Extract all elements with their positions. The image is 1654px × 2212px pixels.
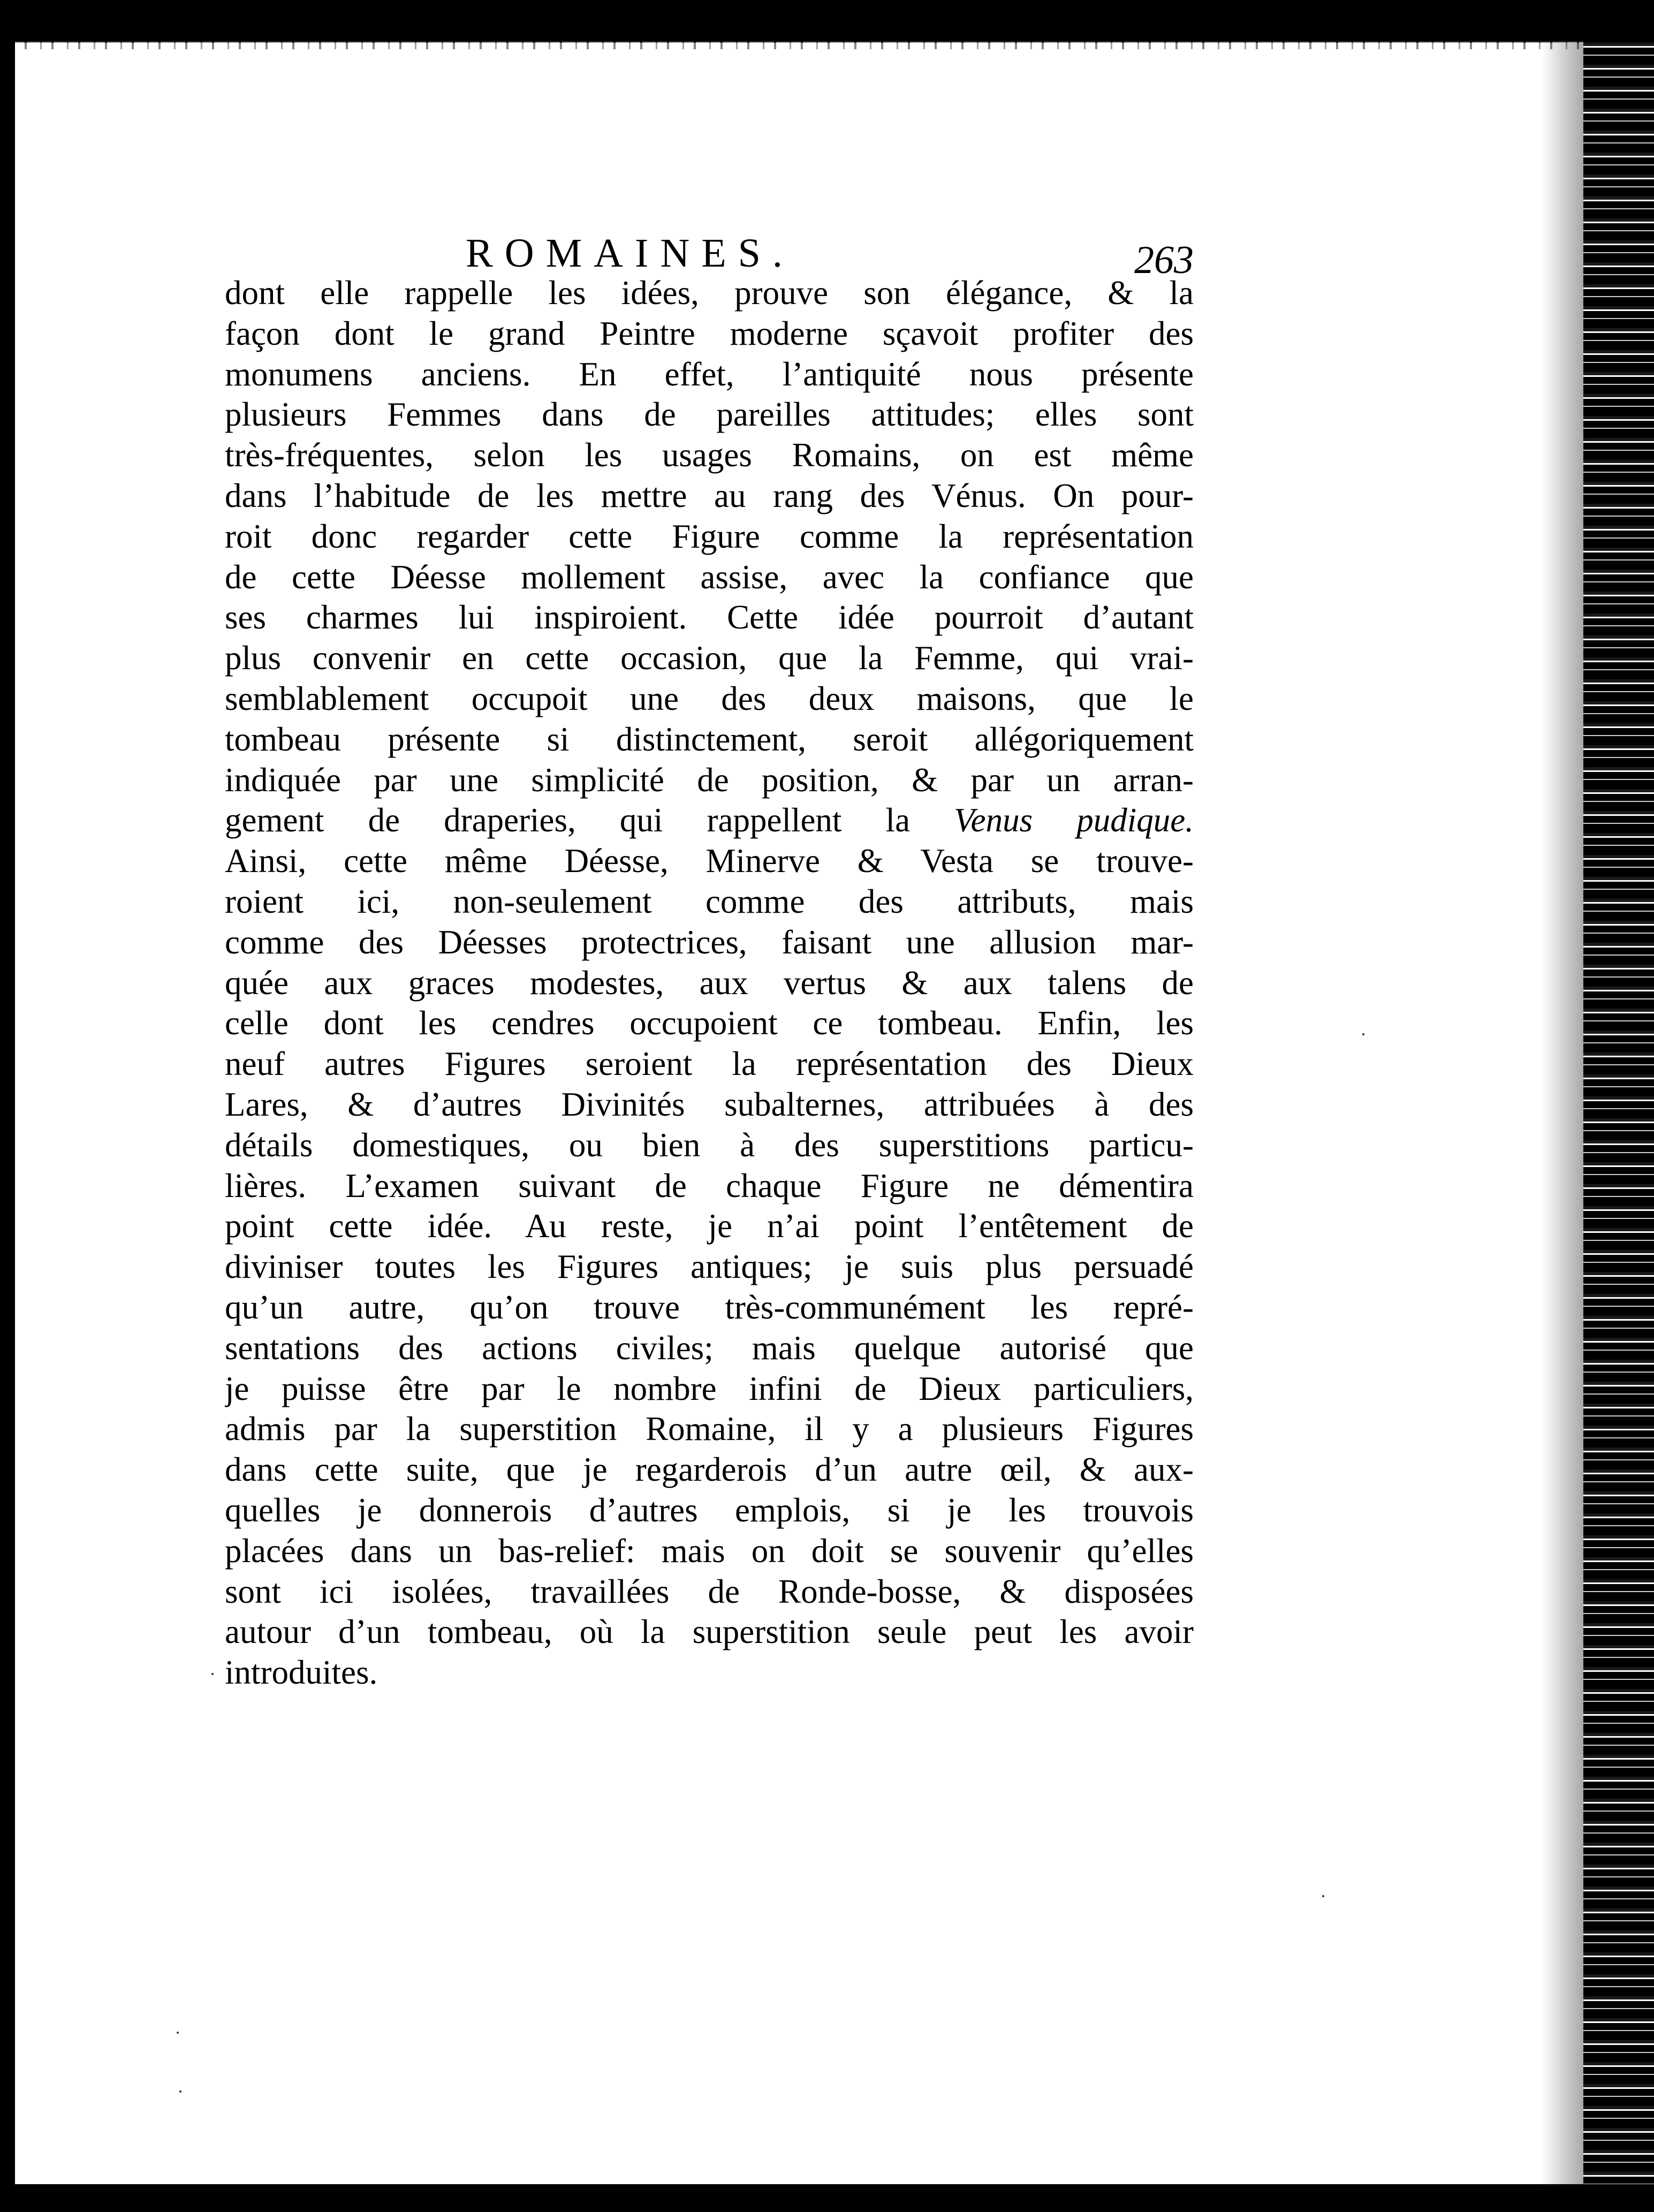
text-line-last: introduites. <box>225 1654 378 1692</box>
text-line: placées dans un bas-relief: mais on doit se souvenir qu’elles <box>225 1532 1194 1570</box>
book-gutter-edge <box>1583 43 1654 2184</box>
paper-speck <box>179 2090 181 2093</box>
text-line: lières. L’examen suivant de chaque Figure ne démentira <box>225 1166 1194 1205</box>
text-line: semblablement occupoit une des deux maisons, que le <box>225 679 1194 717</box>
page-top-edge <box>15 42 1583 49</box>
text-line: détails domestiques, ou bien à des superstitions particu- <box>225 1126 1194 1164</box>
text-line: je puisse être par le nombre infini de Dieux particuliers, <box>225 1369 1194 1407</box>
text-line: quée aux graces modestes, aux vertus & aux talens de <box>225 964 1194 1002</box>
page-number: 263 <box>1134 238 1194 282</box>
text-line: quelles je donnerois d’autres emplois, si je les trouvois <box>225 1491 1194 1529</box>
gutter-shadow <box>1542 43 1584 2184</box>
paper-speck <box>177 2032 179 2034</box>
body-text <box>225 273 1194 1693</box>
text-line: comme des Déesses protectrices, faisant une allusion mar- <box>225 923 1194 961</box>
text-line: tombeau présente si distinctement, seroit allégoriquement <box>225 720 1194 758</box>
paper-speck <box>1322 1895 1324 1897</box>
text-line: roient ici, non-seulement comme des attributs, mais <box>225 882 1194 920</box>
running-head: ROMAINES. <box>466 231 794 276</box>
text-line: monumens anciens. En effet, l’antiquité nous présente <box>225 355 1194 393</box>
italic-phrase: Venus pudique. <box>954 801 1194 839</box>
text-line-with-italic <box>225 800 1194 841</box>
text-line: dans l’habitude de les mettre au rang des Vénus. On pour- <box>225 476 1194 514</box>
text-line: plusieurs Femmes dans de pareilles attitudes; elles sont <box>225 396 1194 434</box>
text-line: ses charmes lui inspiroient. Cette idée pourroit d’autant <box>225 599 1194 637</box>
text-line: celle dont les cendres occupoient ce tombeau. Enfin, les <box>225 1004 1194 1042</box>
text-line: diviniser toutes les Figures antiques; je suis plus persuadé <box>225 1248 1194 1286</box>
paper-speck <box>1362 1033 1364 1035</box>
text-line: plus convenir en cette occasion, que la Femme, qui vrai- <box>225 639 1194 677</box>
text-line: Ainsi, cette même Déesse, Minerve & Vesta se trouve- <box>225 842 1194 880</box>
text-line: sentations des actions civiles; mais quelque autorisé que <box>225 1329 1194 1367</box>
text-line-prefix: gement de draperies, qui rappellent la <box>225 801 954 839</box>
paper-speck <box>211 1673 214 1675</box>
text-line: dans cette suite, que je regarderois d’un autre œil, & aux- <box>225 1451 1194 1489</box>
text-line: façon dont le grand Peintre moderne sçavoit profiter des <box>225 314 1194 352</box>
text-line: point cette idée. Au reste, je n’ai point l’entêtement de <box>225 1207 1194 1245</box>
text-line: très-fréquentes, selon les usages Romains, on est même <box>225 436 1194 474</box>
text-line: indiquée par une simplicité de position, & par un arran- <box>225 761 1194 799</box>
text-line: autour d’un tombeau, où la superstition seule peut les avoir <box>225 1613 1194 1651</box>
text-line: sont ici isolées, travaillées de Ronde-bosse, & disposées <box>225 1572 1194 1610</box>
text-line: admis par la superstition Romaine, il y a plusieurs Figures <box>225 1410 1194 1448</box>
text-line: de cette Déesse mollement assise, avec la confiance que <box>225 558 1194 596</box>
text-line: neuf autres Figures seroient la représentation des Dieux <box>225 1045 1194 1083</box>
text-line: qu’un autre, qu’on trouve très-communément les repré- <box>225 1288 1194 1326</box>
text-line: Lares, & d’autres Divinités subalternes, attribuées à des <box>225 1085 1194 1123</box>
text-line: roit donc regarder cette Figure comme la représentation <box>225 517 1194 555</box>
text-line: dont elle rappelle les idées, prouve son élégance, & la <box>225 274 1194 312</box>
